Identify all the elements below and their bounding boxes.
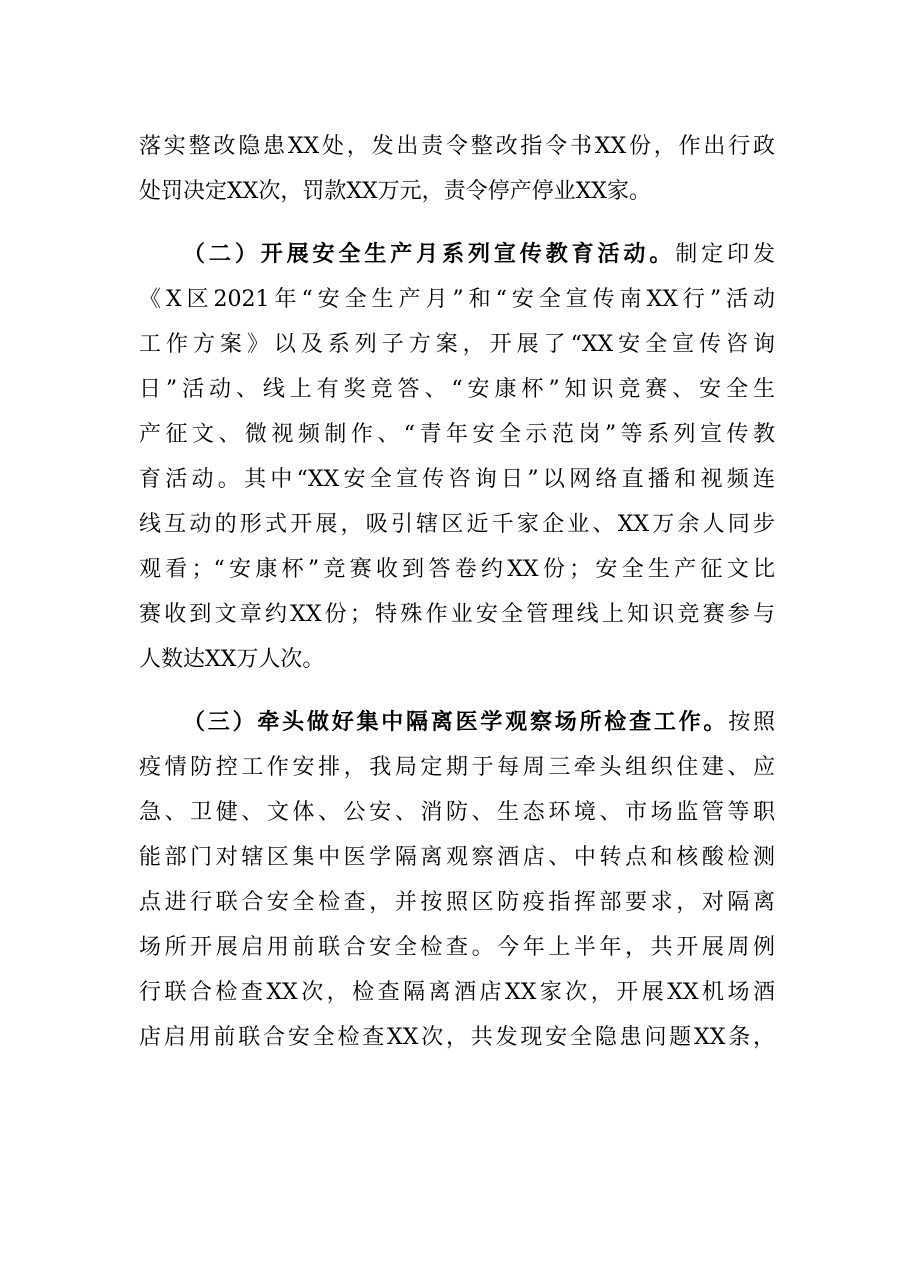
- text-run: 制定印发: [675, 242, 775, 267]
- paragraph-continuation: [139, 124, 775, 214]
- paragraph-quarantine-inspection: [139, 700, 775, 1060]
- text-line: 急、卫健、文体、公安、消防、生态环境、市场监管等职: [139, 800, 775, 825]
- text-line: 能部门对辖区集中医学隔离观察酒店、中转点和核酸检测: [139, 845, 775, 870]
- text-line: 落实整改隐患XX处，发出责令整改指令书XX份，作出行政: [139, 134, 775, 159]
- section-heading-3: （三）牵头做好集中隔离医学观察场所检查工作。: [183, 710, 729, 735]
- text-line: 赛收到文章约XX份；特殊作业安全管理线上知识竞赛参与: [139, 602, 775, 627]
- text-line: 疫情防控工作安排，我局定期于每周三牵头组织住建、应: [139, 755, 775, 780]
- paragraph-publicity-activities: [139, 232, 775, 682]
- text-line: [139, 700, 775, 745]
- text-line: 人数达XX万人次。: [139, 647, 325, 672]
- text-line: 场所开展启用前联合安全检查。今年上半年，共开展周例: [139, 935, 775, 960]
- text-line: 产征文、微视频制作、“青年安全示范岗”等系列宣传教: [139, 422, 775, 447]
- text-line: 点进行联合安全检查，并按照区防疫指挥部要求，对隔离: [139, 890, 775, 915]
- text-line: 行联合检查XX次，检查隔离酒店XX家次，开展XX机场酒: [139, 980, 775, 1005]
- document-body: [139, 124, 775, 1060]
- text-line: 处罚决定XX次，罚款XX万元，责令停产停业XX家。: [139, 179, 651, 204]
- text-line: 工作方案》以及系列子方案，开展了“XX安全宣传咨询: [139, 332, 775, 357]
- text-line: 《X区2021年“安全生产月”和“安全宣传南XX行”活动: [139, 287, 775, 312]
- text-line: 店启用前联合安全检查XX次，共发现安全隐患问题XX条，: [139, 1025, 775, 1050]
- text-line: 线互动的形式开展，吸引辖区近千家企业、XX万余人同步: [139, 512, 775, 537]
- section-heading-2: （二）开展安全生产月系列宣传教育活动。: [183, 242, 676, 267]
- text-line: 观看；“安康杯”竞赛收到答卷约XX份；安全生产征文比: [139, 557, 775, 582]
- text-line: 日”活动、线上有奖竞答、“安康杯”知识竞赛、安全生: [139, 377, 775, 402]
- text-run: 按照: [728, 710, 775, 735]
- text-line: 育活动。其中“XX安全宣传咨询日”以网络直播和视频连: [139, 467, 775, 492]
- text-line: [139, 232, 775, 277]
